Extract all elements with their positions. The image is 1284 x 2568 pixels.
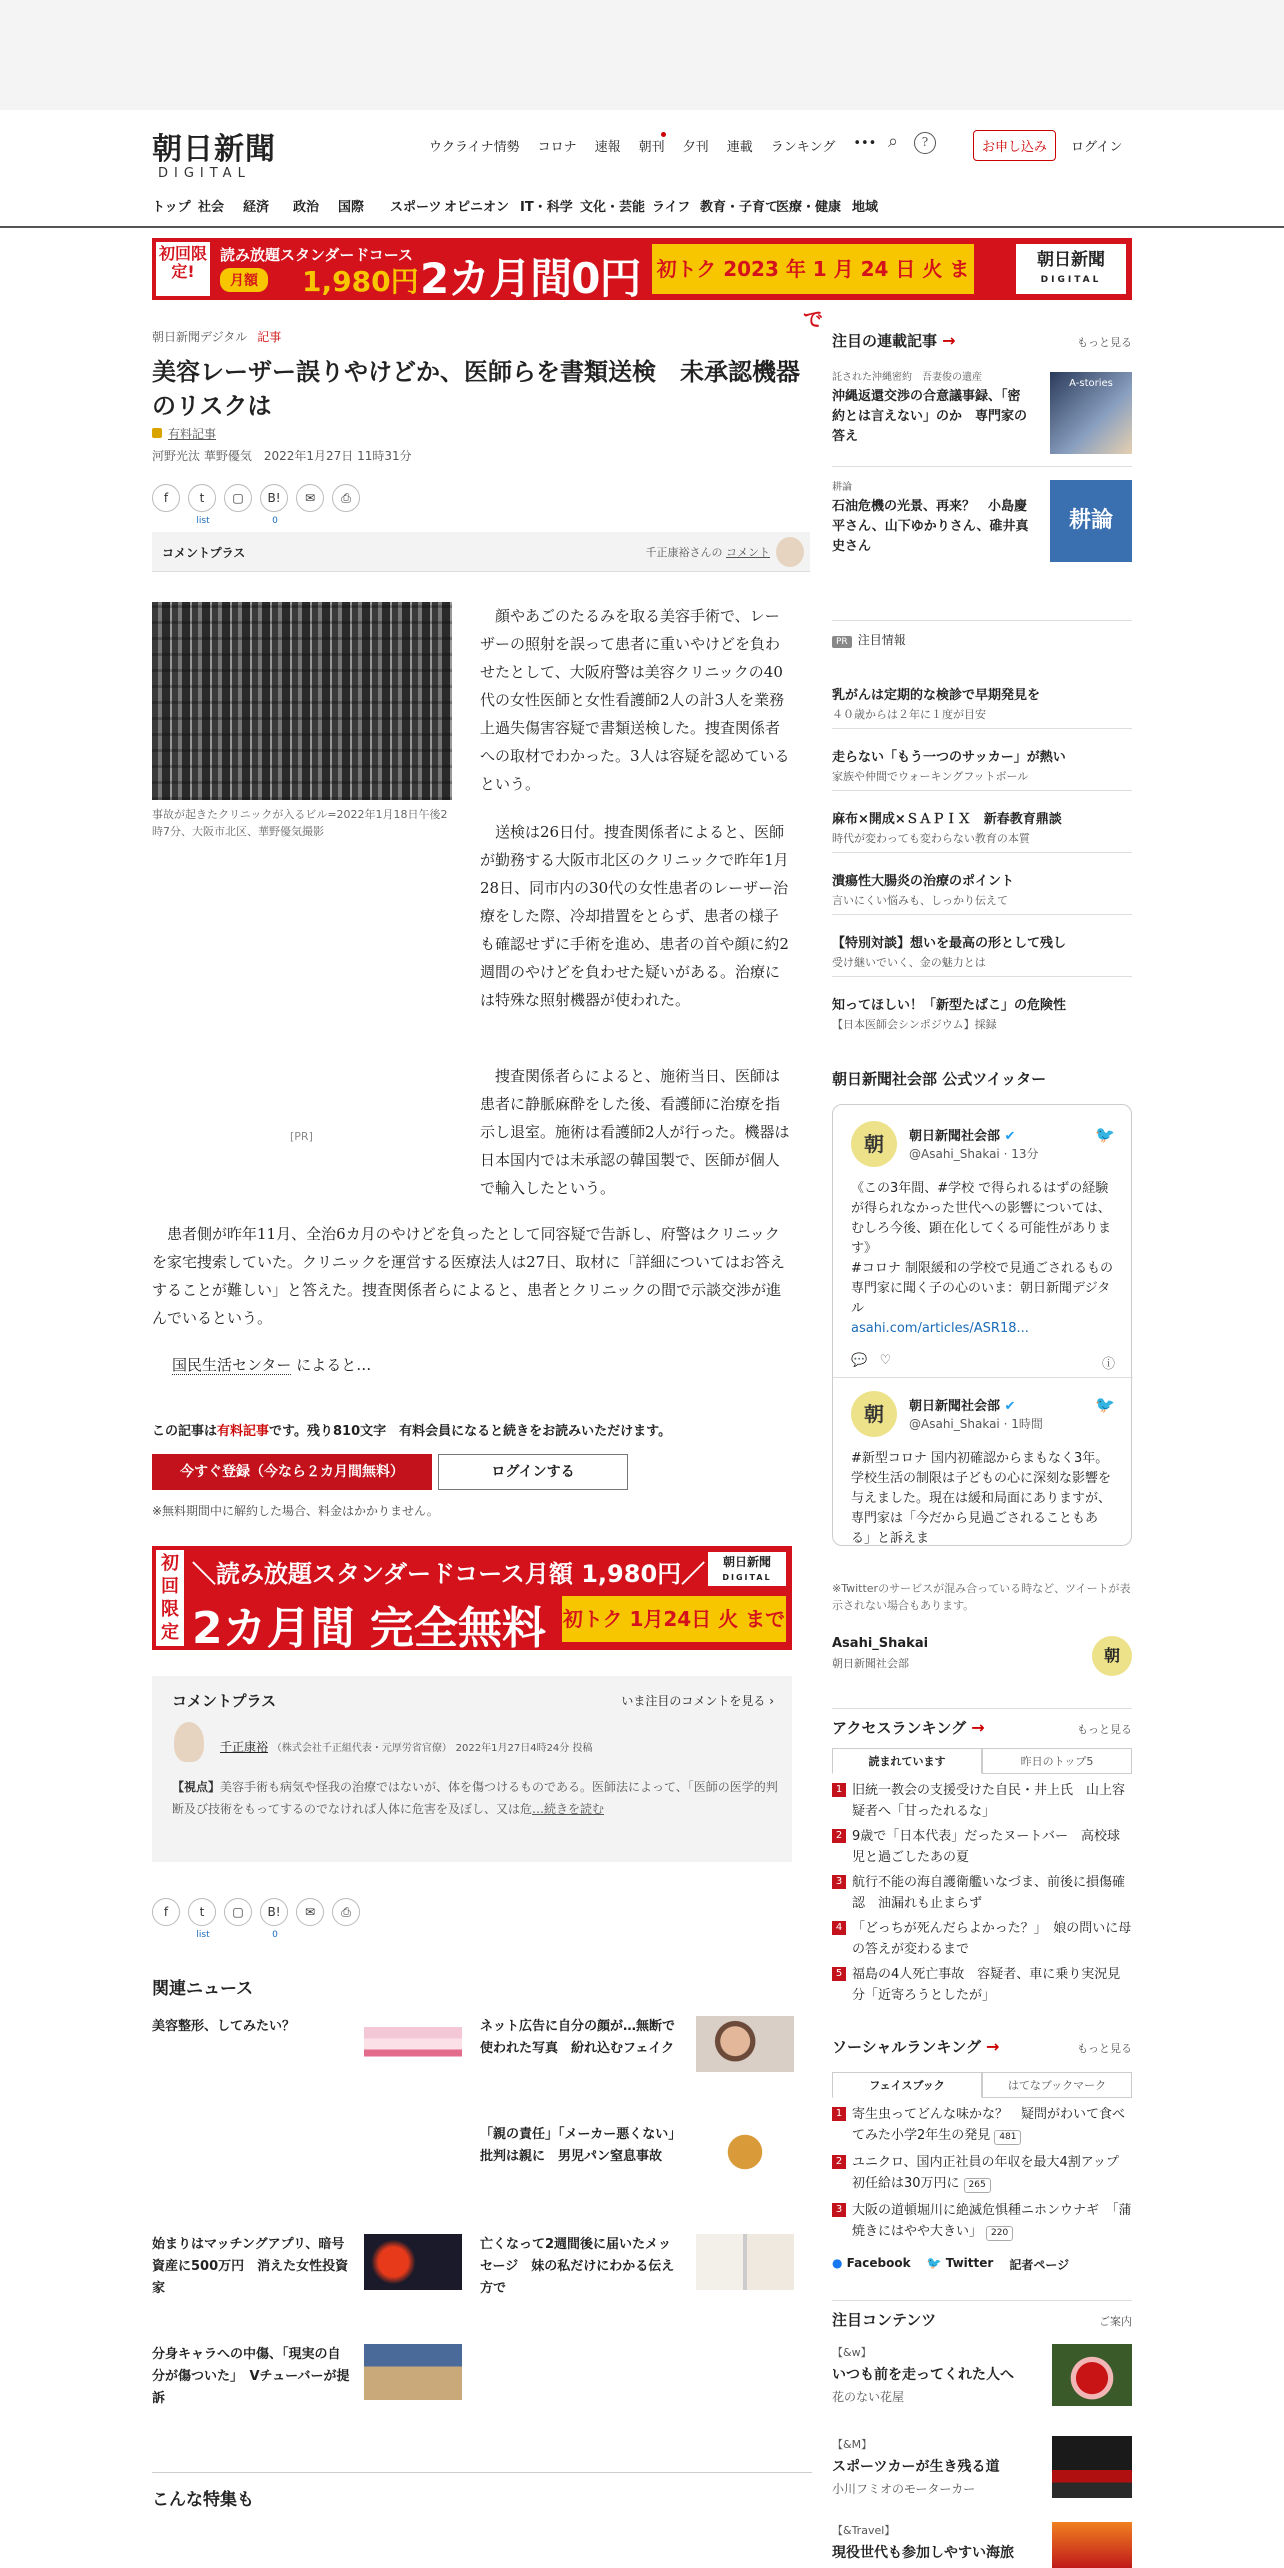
serial-title-1: 沖縄返還交渉の合意議事録、「密約とは言えない」のか 専門家の答え (832, 389, 1028, 444)
facebook-glyph: f (163, 491, 169, 505)
social-links (832, 2256, 1069, 2273)
facebook-share-icon[interactable] (152, 484, 180, 512)
serial-item-1[interactable] (832, 368, 1132, 458)
related-thumb-5[interactable] (696, 2234, 794, 2290)
tweet-link[interactable]: asahi.com/articles/ASR18... (851, 1321, 1029, 1336)
pr-item-4-sub: 言いにくい悩みも、しっかり伝えて (832, 894, 1008, 907)
tweet-avatar: 朝 (851, 1121, 897, 1167)
related-item-5[interactable]: 亡くなって2週間後に届いたメッセージ 妹の私だけにわかる伝え方で (480, 2237, 675, 2296)
pr-item-6-sub: 【日本医師会シンポジウム】採録 (832, 1018, 997, 1031)
breadcrumb (152, 328, 281, 345)
pr-item-3-sub: 時代が変わっても変わらない教育の本質 (832, 832, 1030, 845)
banner-headline: 2カ月間0円 (420, 254, 641, 303)
pr-item-5[interactable] (832, 932, 1132, 977)
nav-ranking[interactable]: ランキング (770, 140, 836, 155)
social-title-2: ユニクロ、国内正社員の年収を最大4割アップ 初任給は30万円に (852, 2155, 1132, 2191)
share-bar-top (152, 484, 360, 526)
rank-number: 5 (832, 1967, 846, 1981)
serial-thumb-2: 耕論 (1050, 480, 1132, 562)
featured-heading: 注目コンテンツ (832, 2311, 937, 2329)
social-more[interactable]: もっと見る (1077, 2042, 1132, 2055)
search-icon[interactable]: ⌕ (887, 131, 899, 152)
ranking-title-4: 「どっちが死んだらよかった？」 娘の問いに母の答えが変わるまで (852, 1921, 1132, 1957)
comment-tag: 【視点】 (172, 1780, 221, 1794)
social-title-1: 寄生虫ってどんな味かな？ 疑問がわいて食べてみた小学2年生の発見 (852, 2107, 1126, 2143)
comment-plus-bar[interactable] (152, 532, 810, 572)
ranking-title-3: 航行不能の海自護衛艦いなづま、前後に損傷確認 油漏れも止まらず (852, 1875, 1126, 1911)
serial-tag-1: 託された沖縄密約 吾妻俊の遺産 (832, 372, 982, 383)
rank-number: 1 (832, 1783, 846, 1797)
mail-share-icon[interactable] (296, 1898, 324, 1926)
tab-facebook[interactable]: フェイスブック (832, 2072, 982, 2098)
pr-item-4[interactable] (832, 870, 1132, 915)
verified-icon: ✔ (1004, 1399, 1016, 1414)
twitter-share-icon[interactable] (188, 1898, 216, 1940)
paid-label: 有料記事 (168, 427, 217, 441)
twitter-account[interactable] (832, 1636, 1132, 1671)
print-glyph: ⎙ (341, 1905, 351, 1919)
site-logo[interactable] (152, 124, 276, 181)
social-heading[interactable]: ソーシャルランキング (832, 2038, 981, 2056)
share-bar-bottom (152, 1898, 360, 1940)
help-icon[interactable]: ? (914, 132, 936, 154)
reporter-page-link[interactable]: 記者ページ (1009, 2258, 1070, 2272)
facebook-label: Facebook (846, 2256, 911, 2270)
list-link[interactable]: list (196, 1930, 210, 1940)
divider (832, 466, 1132, 467)
category-2[interactable]: 経済 (243, 200, 270, 215)
hatena-share-icon[interactable] (260, 1898, 288, 1940)
featured-tag-1: 【&w】 (832, 2346, 872, 2359)
tweet-body (851, 1179, 1115, 1339)
social-item-2[interactable] (832, 2152, 1132, 2194)
commenter-name: 千正康裕さんの (645, 546, 723, 559)
comment-plus-box (152, 1676, 792, 1862)
social-tabs (832, 2072, 1132, 2098)
related-thumb-4[interactable] (364, 2234, 462, 2290)
rank-number: 2 (832, 2155, 846, 2169)
hatena-glyph: B! (267, 491, 281, 505)
serial-item-2[interactable] (832, 478, 1132, 568)
banner2-logo (708, 1552, 786, 1586)
tweet-1[interactable] (851, 1121, 1115, 1372)
featured-item-2[interactable] (832, 2436, 1132, 2500)
facebook-link[interactable] (832, 2256, 911, 2273)
category-1[interactable]: 社会 (198, 200, 225, 215)
twitter-bird-icon: 🐦 (1095, 1125, 1115, 1144)
comment-box-title: コメントプラス (172, 1692, 277, 1710)
serial-heading[interactable]: 注目の連載記事 (832, 332, 938, 350)
featured-thumb-3 (1052, 2522, 1132, 2568)
paywall-pre: この記事は (152, 1424, 218, 1439)
tab-most-read[interactable]: 読まれています (832, 1748, 982, 1774)
rank-number: 3 (832, 1875, 846, 1889)
breadcrumb-home[interactable]: 朝日新聞デジタル (152, 330, 248, 344)
comment-link[interactable]: コメント (726, 546, 770, 559)
featured-tag-3: 【&Travel】 (832, 2524, 896, 2537)
rank-number: 2 (832, 1829, 846, 1843)
twitter-heading: 朝日新聞社会部 公式ツイッター (832, 1070, 1047, 1088)
banner-price: 1,980円 (302, 265, 419, 298)
ranking-title-1: 旧統一教会の支援受けた自民・井上氏 山上容疑者へ「甘ったれるな」 (852, 1783, 1126, 1819)
rank-number: 4 (832, 1921, 846, 1935)
banner-logo (1016, 244, 1126, 294)
tweet-2[interactable] (851, 1391, 1115, 1546)
tweet-text: 《この3年間、#学校 で得られるはずの経験が得られなかった世代への影響については、むしろ今後、顕在化してくる可能性があります》 #コロナ 制限緩和の学校で見通ごされるもの 専門家に聞く子の心のいま：朝日新聞デジタル (851, 1181, 1114, 1316)
ranking-item-2[interactable] (832, 1826, 1132, 1868)
social-count-2: 265 (964, 2178, 991, 2193)
twitter-share-icon[interactable] (188, 484, 216, 526)
ranking-more[interactable]: もっと見る (1077, 1723, 1132, 1736)
pr-item-1[interactable] (832, 684, 1132, 729)
featured-more[interactable]: ご案内 (1099, 2315, 1132, 2328)
serial-thumb-1: A-stories (1050, 372, 1132, 454)
logo-main: 朝日新聞 (152, 132, 276, 167)
category-3[interactable]: 政治 (293, 200, 320, 215)
related-thumb-6[interactable] (364, 2344, 462, 2400)
tab-yesterday-top5[interactable]: 昨日のトップ5 (982, 1748, 1132, 1774)
campaign-banner-top[interactable] (152, 238, 1132, 331)
print-icon[interactable] (332, 484, 360, 512)
commenter-avatar (776, 537, 804, 567)
serial-tag-2: 耕論 (832, 482, 852, 493)
related-item-2[interactable]: ネット広告に自分の顔が…無断で使われた写真 紛れ込むフェイク (480, 2019, 676, 2056)
comment-body: 美容手術も病気や怪我の治療ではないが、体を傷つけるものである。医師法によって、「医師の医学的判断及び技術をもってするのでなければ人体に危害を及ぼし、又は危 (172, 1780, 778, 1816)
commenter-affil: （株式会社千正組代表・元厚労省官僚） (271, 1743, 452, 1754)
paid-badge[interactable] (152, 425, 216, 442)
mail-share-icon[interactable] (296, 484, 324, 512)
breadcrumb-article[interactable]: 記事 (257, 330, 282, 344)
category-4[interactable]: 国際 (338, 200, 365, 215)
banner-logo-main: 朝日新聞 (1037, 250, 1105, 270)
social-count-1: 481 (994, 2130, 1021, 2145)
pr-item-2[interactable] (832, 746, 1132, 791)
paywall-post: です。残り810文字 有料会員になると続きをお読みいただけます。 (269, 1424, 672, 1439)
pr-badge: PR (832, 636, 852, 648)
twitter-link[interactable] (927, 2256, 994, 2273)
mail-glyph: ✉ (304, 1905, 316, 1919)
category-10[interactable]: 教育・子育て (700, 200, 779, 215)
twitter-glyph: t (199, 491, 205, 505)
tweet-handle: @Asahi_Shakai · 13分 (909, 1147, 1039, 1161)
commenter-avatar-large (174, 1722, 204, 1762)
twitter-icon: 🐦 (926, 2256, 942, 2270)
pr-item-1-sub: ４０歳からは２年に１度が目安 (832, 708, 986, 721)
article-paragraph-1: 顔やあごのたるみを取る美容手術で、レーザーの照射を誤って患者に重いやけどを負わせたとして、大阪府警は美容クリニックの40代の女性医師と女性看護師2人の計3人を業務上過失傷害容疑で書類送検した。捜査関係者への取材でわかった。3人は容疑を認めているという。 (480, 607, 790, 793)
facebook-icon: ● (832, 2256, 843, 2270)
hatena-share-icon[interactable] (260, 484, 288, 526)
banner-first-time-badge: 初回限定! (156, 242, 210, 296)
info-icon[interactable]: ⓘ (1101, 1357, 1115, 1372)
featured-thumb-1 (1052, 2344, 1132, 2406)
comment-time: 2022年1月27日4時24分 投稿 (455, 1743, 593, 1754)
free-note: ※無料期間中に解約した場合、料金はかかりません。 (152, 1504, 439, 1518)
social-heading-row (832, 2036, 1132, 2057)
category-6[interactable]: オピニオン (444, 200, 510, 215)
hatena-glyph: B! (267, 1905, 281, 1919)
banner2-logo-main: 朝日新聞 (722, 1555, 771, 1569)
comment-plus-label: コメントプラス (162, 546, 246, 560)
special-feature-heading: こんな特集も (152, 2472, 812, 2510)
twitter-bird-icon: 🐦 (1095, 1395, 1115, 1414)
ranking-title-2: 9歳で「日本代表」だったヌートバー 高校球児と過ごしたあの夏 (852, 1829, 1121, 1865)
nav-corona[interactable]: コロナ (537, 140, 577, 155)
photo-caption: 事故が起きたクリニックが入るビル=2022年1月18日午後2時7分、大阪市北区、華野優気撮影 (152, 808, 448, 838)
byline: 河野光汰 華野優気 2022年1月27日 11時31分 (152, 449, 412, 463)
bookmark-glyph: ▢ (232, 491, 244, 505)
banner-logo-sub: DIGITAL (1040, 275, 1102, 285)
top-nav (420, 136, 885, 155)
header-icons (882, 132, 936, 154)
category-0[interactable]: トップ (152, 200, 191, 215)
like-icon[interactable]: ♡ (879, 1353, 892, 1368)
facebook-glyph: f (163, 1905, 169, 1919)
ranking-item-5[interactable] (832, 1964, 1132, 2006)
category-7[interactable]: IT・科学 (520, 200, 573, 215)
featured-sub-2: 小川フミオのモーターカー (832, 2482, 976, 2496)
tab-hatena[interactable]: はてなブックマーク (982, 2072, 1132, 2098)
nav-breaking[interactable]: 速報 (594, 140, 621, 155)
twitter-note: ※Twitterのサービスが混み合っている時など、ツイートが表示されない場合もあります。 (832, 1582, 1131, 1612)
ranking-heading[interactable]: アクセスランキング (832, 1719, 967, 1737)
banner2-deadline: 初トク 1月24日 火 まで (562, 1596, 786, 1642)
logo-sub: DIGITAL (158, 166, 251, 181)
nav-more-icon[interactable]: ••• (853, 136, 877, 151)
article-title: 美容レーザー誤りやけどか、医師らを書類送検 未承認機器のリスクは (152, 358, 800, 420)
mail-glyph: ✉ (304, 491, 316, 505)
pr-label: [PR] (290, 1130, 313, 1143)
rank-number: 1 (832, 2107, 846, 2121)
tweet-author (909, 1125, 1015, 1144)
commenter-info (220, 1738, 592, 1755)
social-count-3: 220 (986, 2226, 1013, 2241)
lock-icon (152, 428, 162, 438)
related-thumb-2[interactable] (696, 2016, 794, 2072)
campaign-banner-mid[interactable] (152, 1546, 792, 1654)
arrow-right-icon: → (986, 2037, 1000, 2056)
consumer-center-link[interactable]: 国民生活センター (172, 1356, 292, 1374)
rank-number: 3 (832, 2203, 846, 2217)
featured-thumb-2 (1052, 2436, 1132, 2498)
account-name: Asahi_Shakai (832, 1636, 929, 1651)
bookmark-icon[interactable] (224, 484, 252, 512)
tweet-divider (833, 1377, 1133, 1378)
print-glyph: ⎙ (341, 491, 351, 505)
account-avatar: 朝 (1092, 1636, 1132, 1676)
top-ad-area (0, 0, 1284, 110)
category-8[interactable]: 文化・芸能 (580, 200, 646, 215)
featured-item-1[interactable] (832, 2344, 1132, 2408)
featured-sub-1: 花のない花屋 (832, 2390, 905, 2404)
ranking-item-3[interactable] (832, 1872, 1132, 1914)
related-thumb-1[interactable] (364, 2016, 462, 2072)
tweet-actions (851, 1353, 1115, 1372)
account-desc: 朝日新聞社会部 (832, 1657, 909, 1670)
ranking-item-1[interactable] (832, 1780, 1132, 1822)
related-thumb-3[interactable] (696, 2124, 794, 2180)
tweet-text: #新型コロナ 国内初確認からまもなく3年。学校生活の制限は子どもの心に深刻な影響を与えました。現在は緩和局面にありますが、専門家は「今だから見過ごされることもある」と訴えま (851, 1451, 1112, 1546)
verified-icon: ✔ (1004, 1129, 1016, 1144)
site-header (0, 110, 1284, 228)
banner2-first-time-badge: 初回限定 (156, 1550, 184, 1646)
pr-item-4-title: 潰瘍性大腸炎の治療のポイント (832, 874, 1015, 889)
twitter-embed (832, 1104, 1132, 1546)
ranking-item-4[interactable] (832, 1918, 1132, 1960)
ranking-title-5: 福島の4人死亡事故 容疑者、車に乗り実況見分「近寄ろうとしたが」 (852, 1967, 1121, 2003)
pr-item-2-sub: 家族や仲間でウォーキングフットボール (832, 770, 1029, 783)
tweet-author-name: 朝日新聞社会部 (909, 1399, 1001, 1414)
banner-monthly-pill: 月額 (220, 268, 268, 292)
paywall-notice (152, 1420, 671, 1439)
ranking-heading-row (832, 1708, 1132, 1738)
tweet-author-name: 朝日新聞社会部 (909, 1129, 1001, 1144)
bookmark-glyph: ▢ (232, 1905, 244, 1919)
nav-morning[interactable]: 朝刊 (630, 136, 674, 155)
arrow-right-icon: → (971, 1718, 985, 1737)
serial-title-2: 石油危機の光景、再来？ 小島慶平さん、山下ゆかりさん、碓井真史さん (832, 499, 1029, 554)
pr-heading (832, 620, 1132, 648)
comment-plus-commenter (646, 544, 771, 560)
pr-item-3-title: 麻布×開成×ＳＡＰＩＸ 新春教育鼎談 (832, 812, 1062, 827)
pr-item-3[interactable] (832, 808, 1132, 853)
tweet-avatar: 朝 (851, 1391, 897, 1437)
print-icon[interactable] (332, 1898, 360, 1926)
pr-item-5-sub: 受け継いでいく、金の魅力とは (832, 956, 986, 969)
related-item-1[interactable]: 美容整形、してみたい？ (152, 2019, 296, 2034)
category-9[interactable]: ライフ (652, 200, 691, 215)
category-11[interactable]: 医療・健康 (776, 200, 842, 215)
tweet-author (909, 1395, 1015, 1414)
pr-item-1-title: 乳がんは定期的な検診で早期発見を (832, 688, 1041, 703)
featured-item-3[interactable] (832, 2522, 1132, 2568)
paywall-paid: 有料記事 (217, 1424, 270, 1439)
pr-item-2-title: 走らない「もう一つのサッカー」が熱い (832, 750, 1066, 765)
comment-box-more[interactable]: いま注目のコメントを見る › (621, 1694, 774, 1708)
featured-tag-2: 【&M】 (832, 2438, 873, 2451)
featured-title-1: いつも前を走ってくれた人へ (832, 2367, 1014, 2383)
pr-item-6[interactable] (832, 994, 1132, 1038)
bookmark-icon[interactable] (224, 1898, 252, 1926)
login-button[interactable]: ログインする (438, 1454, 628, 1490)
banner-course-title: 読み放題スタンダードコース (220, 246, 414, 264)
nav-ukraine[interactable]: ウクライナ情勢 (429, 140, 520, 155)
featured-title-2: スポーツカーが生き残る道 (832, 2459, 1000, 2475)
arrow-right-icon: → (942, 331, 956, 350)
social-title-3: 大阪の道頓堀川に絶滅危惧種ニホンウナギ 「蒲焼きにはやや大きい」 (852, 2203, 1132, 2239)
list-link[interactable]: list (196, 516, 210, 526)
register-button[interactable]: 今すぐ登録（今なら２カ月間無料） (152, 1454, 432, 1490)
tweet-body (851, 1449, 1115, 1549)
article-photo[interactable] (152, 602, 452, 800)
comment-text (172, 1776, 782, 1820)
serial-more[interactable]: もっと見る (1077, 336, 1132, 349)
banner2-headline: 2カ月間 完全無料 (192, 1603, 546, 1654)
hatena-count: 0 (272, 516, 278, 526)
article-paragraph-3: 捜査関係者らによると、施術当日、医師は患者に静脈麻酔をした後、看護師に治療を指示し退室。施術は看護師2人が行った。機器は日本国内では未承認の韓国製で、医師が個人で輸入したという。 (480, 1067, 790, 1197)
login-link[interactable]: ログイン (1071, 140, 1123, 155)
featured-title-3: 現役世代も参加しやすい海旅 (832, 2545, 1014, 2561)
serial-heading-row (832, 330, 1132, 351)
hatena-count: 0 (272, 1930, 278, 1940)
pr-heading-text: 注目情報 (857, 633, 906, 647)
related-item-6[interactable]: 分身キャラへの中傷、「現実の自分が傷ついた」 Vチューバーが提訴 (152, 2347, 350, 2406)
commenter-name-link[interactable]: 千正康裕 (220, 1740, 269, 1754)
article-paragraph-2: 送検は26日付。捜査関係者によると、医師が勤務する大阪市北区のクリニックで昨年1月28日、同市内の30代の女性患者のレーザー治療をした際、冷却措置をとらず、患者の様子も確認せずに手術を進め、患者の首や顔に約2週間のやけどを負わせた疑いがある。治療には特殊な照射機器が使われた。 (480, 823, 789, 1009)
facebook-share-icon[interactable] (152, 1898, 180, 1926)
subscribe-button[interactable]: お申し込み (973, 130, 1056, 161)
pr-item-5-title: 【特別対談】想いを最高の形として残し (832, 936, 1067, 951)
ranking-tabs (832, 1748, 1132, 1774)
banner-deadline: 初トク 2023 年 1 月 24 日 火 まで (652, 244, 974, 294)
banner2-logo-sub: DIGITAL (722, 1573, 772, 1582)
nav-evening[interactable]: 夕刊 (682, 140, 709, 155)
related-item-4[interactable]: 始まりはマッチングアプリ、暗号資産に500万円 消えた女性投資家 (152, 2237, 349, 2296)
banner2-course: ＼読み放題スタンダードコース月額 1,980円／ (192, 1560, 706, 1588)
social-item-3[interactable] (832, 2200, 1132, 2242)
read-more-link[interactable]: …続きを読む (532, 1802, 605, 1816)
nav-serial[interactable]: 連載 (726, 140, 753, 155)
paragraph-5-rest: によると… (296, 1356, 372, 1374)
social-item-1[interactable] (832, 2104, 1132, 2146)
twitter-label: Twitter (945, 2256, 994, 2270)
pr-item-6-title: 知ってほしい！「新型たばこ」の危険性 (832, 998, 1067, 1013)
featured-heading-row (832, 2300, 1132, 2330)
article-paragraph-5 (172, 1354, 371, 1375)
category-5[interactable]: スポーツ (390, 200, 442, 215)
related-news-heading: 関連ニュース (152, 1979, 254, 1999)
related-item-3[interactable]: 「親の責任」「メーカー悪くない」 批判は親に 男児パン窒息事故 (480, 2127, 688, 2164)
tweet-handle: @Asahi_Shakai · 1時間 (909, 1417, 1043, 1431)
category-12[interactable]: 地域 (852, 200, 879, 215)
article-paragraph-4: 患者側が昨年11月、全治6カ月のやけどを負ったとして同容疑で告訴し、府警はクリニックを家宅捜索していた。クリニックを運営する医療法人は27日、取材に「詳細についてはお答えすることが難しい」と答えた。捜査関係者らによると、患者とクリニックの間で示談交渉が進んでいるという。 (152, 1225, 785, 1327)
twitter-glyph: t (199, 1905, 205, 1919)
reply-icon[interactable]: 💬 (851, 1353, 868, 1368)
